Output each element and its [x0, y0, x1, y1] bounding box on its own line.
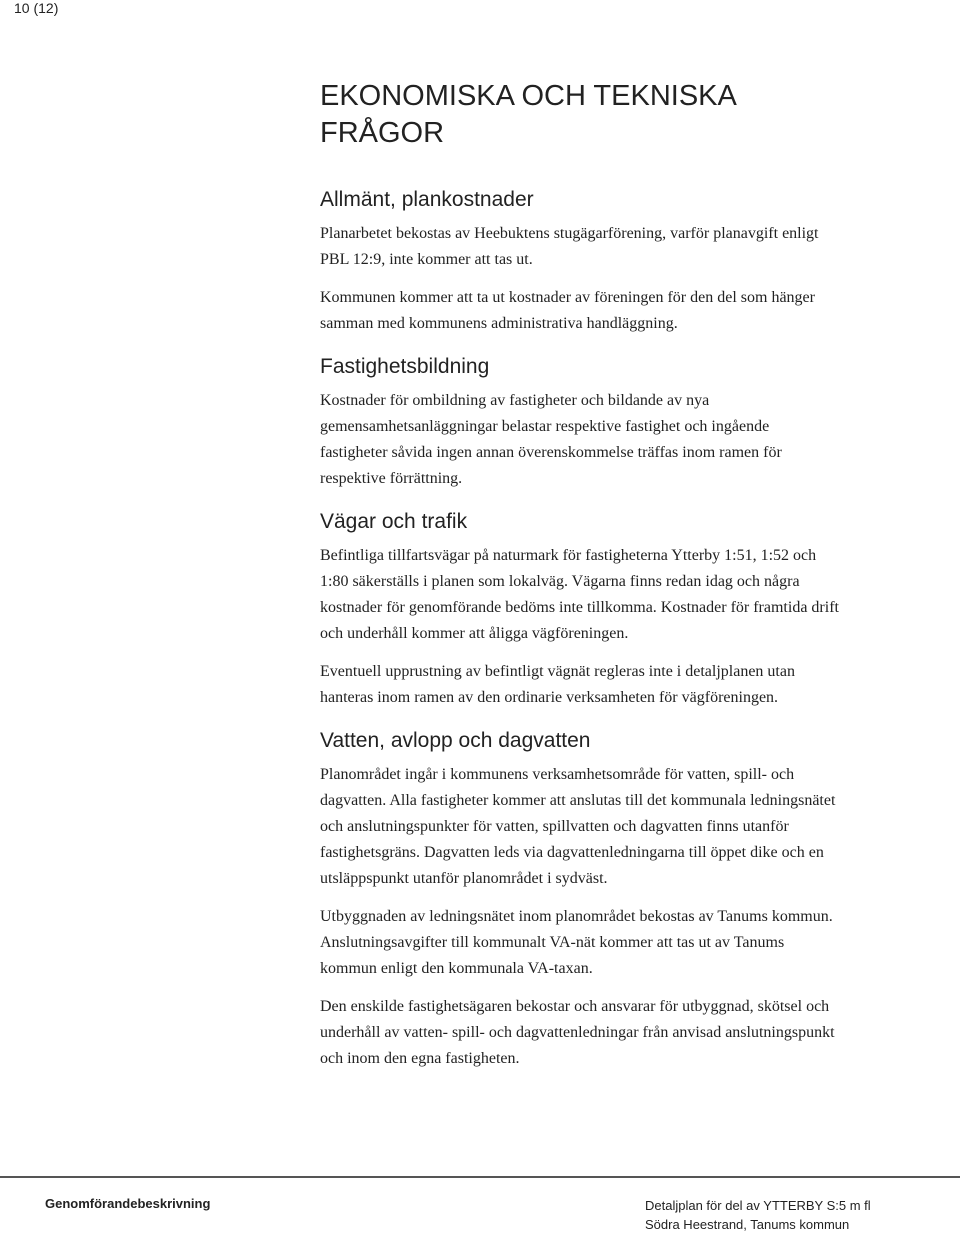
paragraph: Befintliga tillfartsvägar på naturmark för fastigheterna Ytterby 1:51, 1:52 och 1:80 säkerställs i planen som lokalväg. Vägarna finns redan idag och några kostnader för genomförande bedöms inte tillkomma. Kostnader för framtida drift och underhåll kommer att åligga vägföreningen.: [320, 547, 839, 642]
footer-plan-info: [645, 1196, 871, 1234]
section-heading: Vägar och trafik: [320, 510, 468, 533]
footer-divider: [0, 1176, 960, 1178]
section-heading: Fastighetsbildning: [320, 355, 490, 378]
section-fastighetsbildning: [320, 354, 840, 492]
paragraph: Den enskilde fastighetsägaren bekostar och ansvarar för utbyggnad, skötsel och underhåll av vatten- spill- och dagvattenledningar från anvisad anslutningspunkt och inom den egna fastigheten.: [320, 998, 835, 1067]
page-number: 10 (12): [14, 0, 59, 16]
paragraph: Planarbetet bekostas av Heebuktens stugägarförening, varför planavgift enligt PBL 12:9, inte kommer att tas ut.: [320, 225, 819, 268]
section-allmant: [320, 187, 840, 337]
paragraph: Kommunen kommer att ta ut kostnader av föreningen för den del som hänger samman med kommunens administrativa handläggning.: [320, 289, 815, 332]
paragraph: Planområdet ingår i kommunens verksamhetsområde för vatten, spill- och dagvatten. Alla fastigheter kommer att anslutas till det kommunala ledningsnätet och anslutningspunkter för vatten, spillvatten och dagvatten finns utanför fastighetsgräns. Dagvatten leds via dagvattenledningarna till öppet dike och en utsläppspunkt utanför planområdet i sydväst.: [320, 766, 836, 887]
section-heading: Allmänt, plankostnader: [320, 188, 534, 211]
footer-location: Södra Heestrand, Tanums kommun: [645, 1217, 850, 1232]
section-heading: Vatten, avlopp och dagvatten: [320, 729, 591, 752]
page-title: EKONOMISKA OCH TEKNISKA FRÅGOR: [320, 80, 736, 149]
footer-plan-name: Detaljplan för del av YTTERBY S:5 m fl: [645, 1198, 871, 1213]
paragraph: Utbyggnaden av ledningsnätet inom planområdet bekostas av Tanums kommun. Anslutningsavgifter till kommunalt VA-nät kommer att tas ut av Tanums kommun enligt den kommunala VA-taxan.: [320, 908, 833, 977]
footer-document-type: Genomförandebeskrivning: [45, 1196, 211, 1211]
paragraph: Eventuell upprustning av befintligt vägnät regleras inte i detaljplanen utan hanteras inom ramen av den ordinarie verksamheten för vägföreningen.: [320, 663, 795, 706]
section-vagar: [320, 509, 840, 711]
section-vatten: [320, 728, 840, 1072]
document-body: [320, 78, 840, 1084]
paragraph: Kostnader för ombildning av fastigheter och bildande av nya gemensamhetsanläggningar belastar respektive fastighet och ingående fastigheter såvida ingen annan överenskommelse träffas inom ramen för respektive förrättning.: [320, 392, 782, 487]
